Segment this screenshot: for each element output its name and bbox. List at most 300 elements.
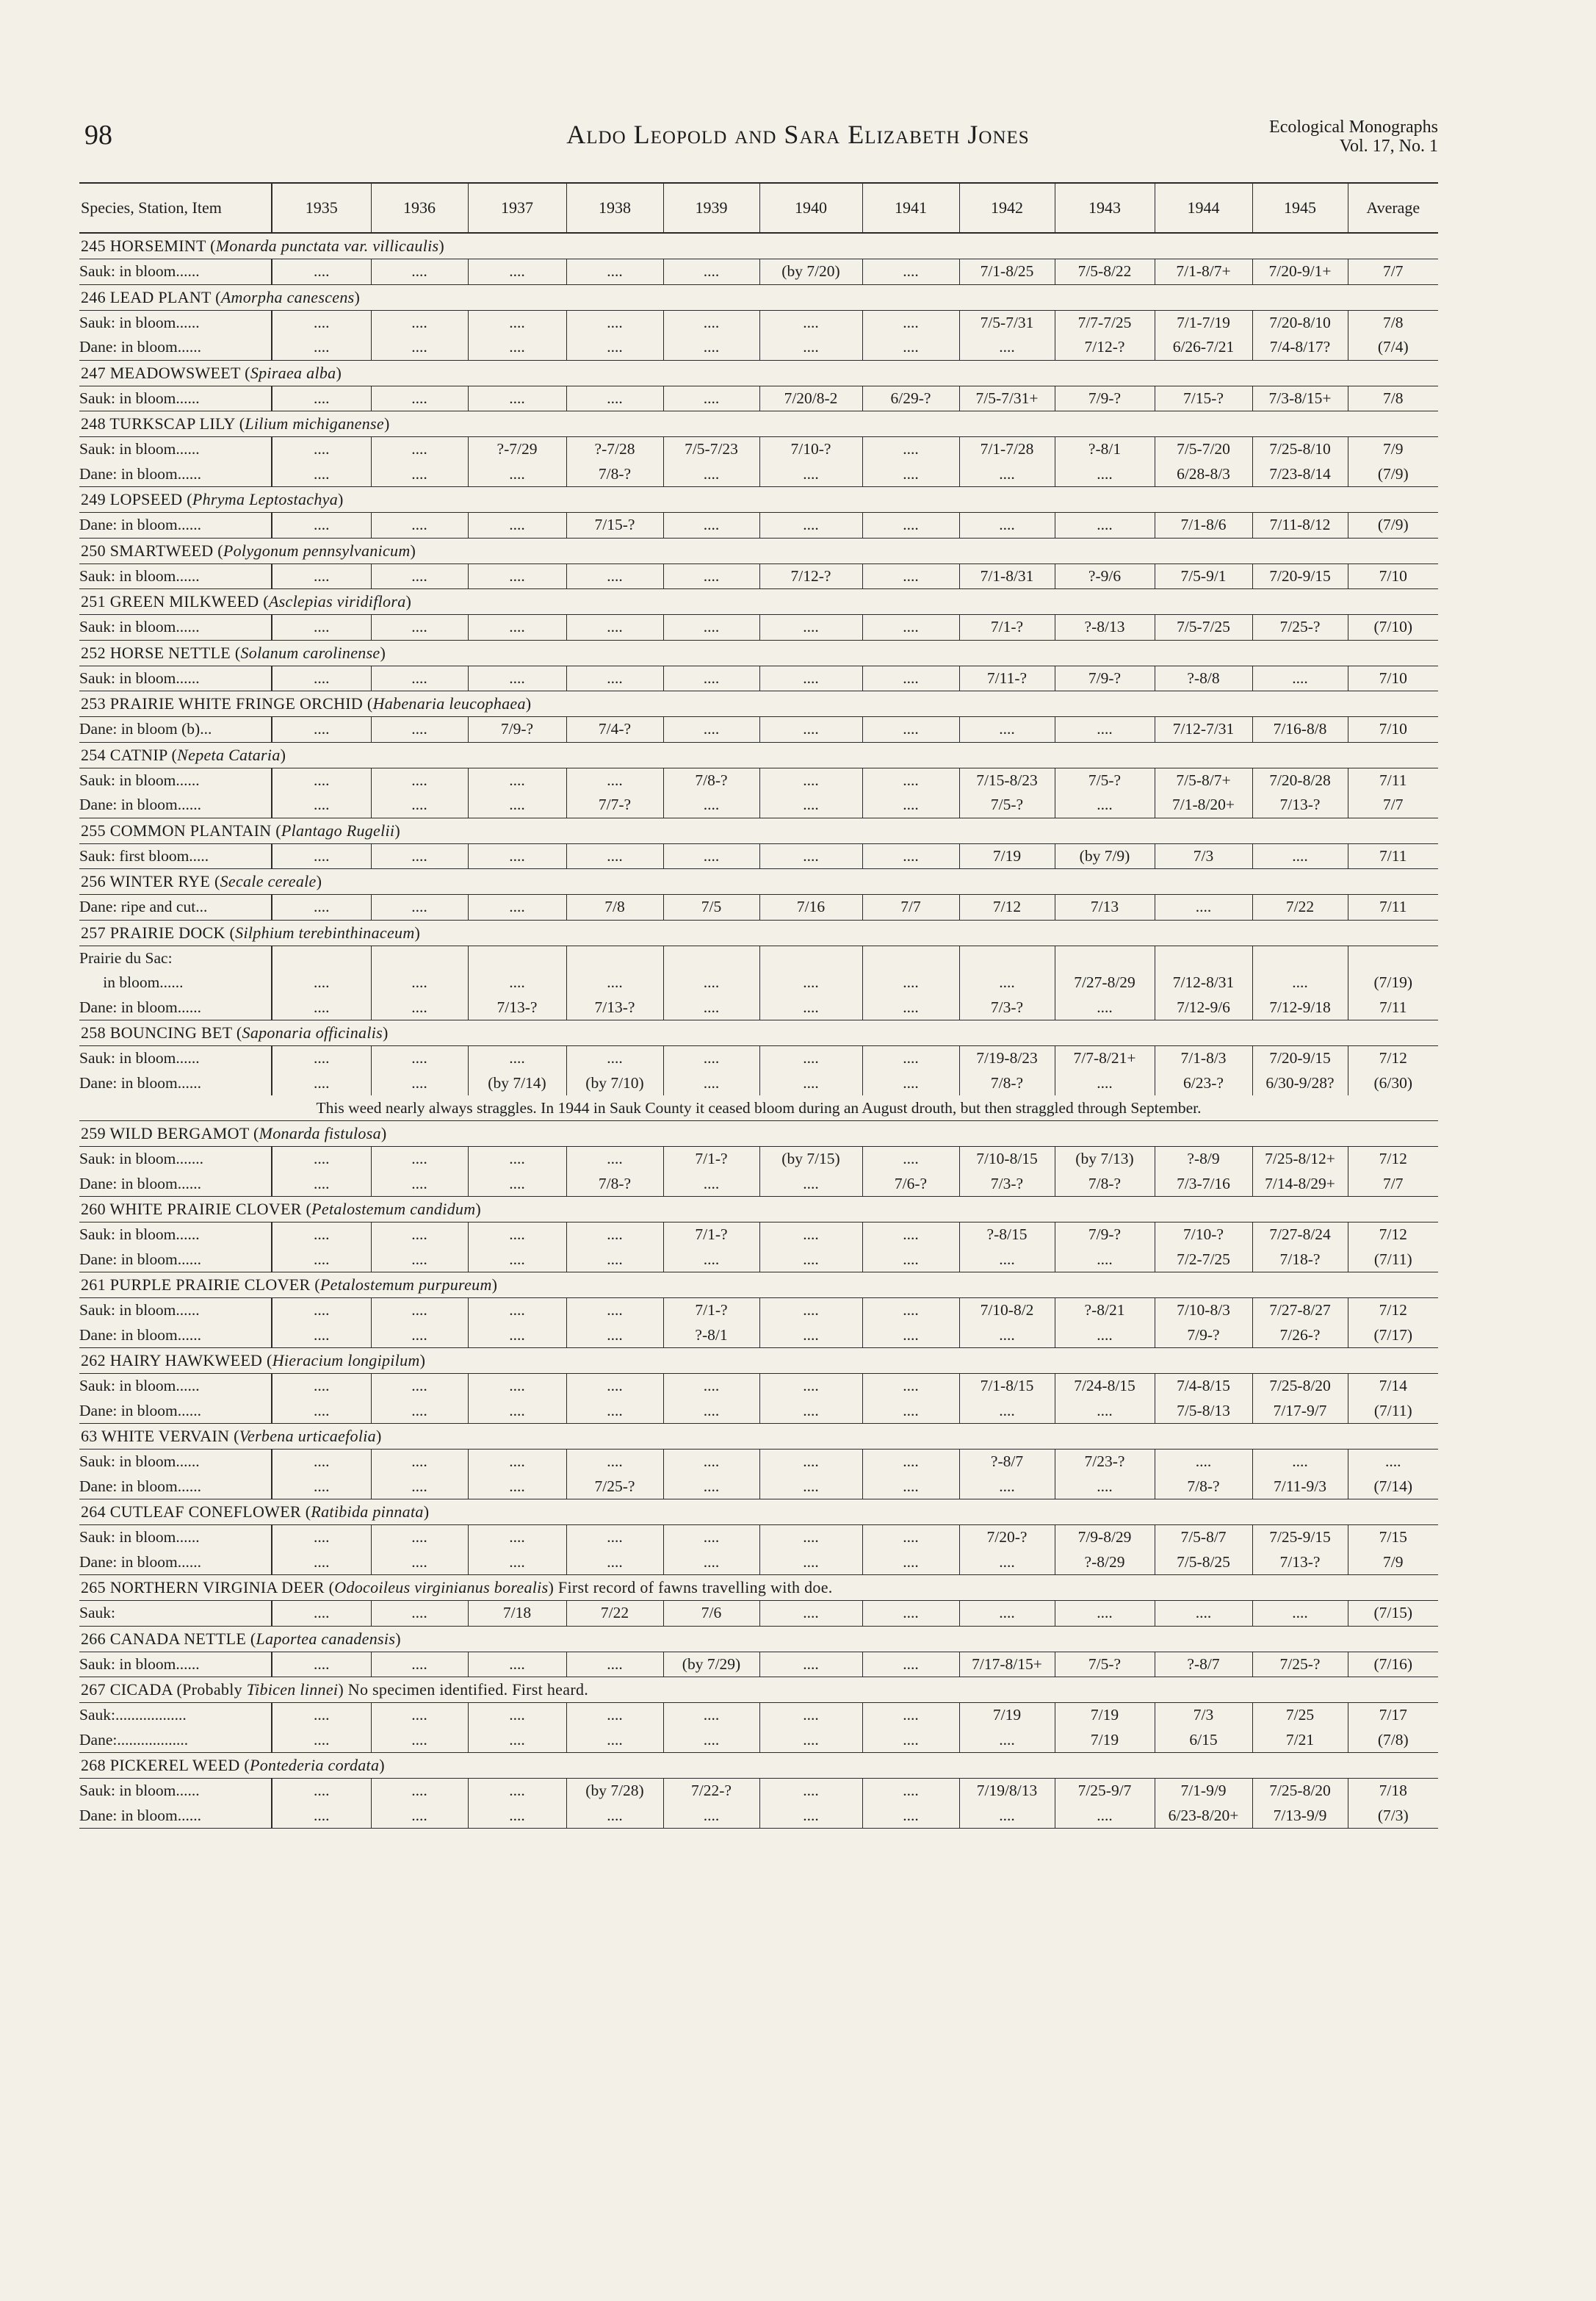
species-common-name: NORTHERN VIRGINIA DEER	[109, 1578, 325, 1596]
date-cell: ....	[468, 1323, 566, 1348]
date-cell	[468, 946, 566, 971]
date-cell: 7/10-?	[1155, 1222, 1252, 1247]
date-cell: ....	[566, 1298, 663, 1323]
date-cell: 7/25-?	[1252, 1652, 1348, 1677]
date-cell: (7/10)	[1348, 615, 1438, 641]
species-remark: First record of fawns travelling with doe.	[557, 1578, 833, 1596]
paren-close: )	[405, 592, 412, 611]
date-cell: 7/4-8/17?	[1252, 335, 1348, 360]
species-row	[79, 360, 1438, 386]
date-cell: ....	[371, 1399, 468, 1424]
species-heading	[79, 538, 1438, 563]
date-cell: ....	[759, 768, 862, 793]
date-cell: ?-8/29	[1055, 1550, 1155, 1575]
date-cell: 7/5-8/7+	[1155, 768, 1252, 793]
paren-open: (	[211, 287, 221, 306]
species-number: 258	[81, 1023, 106, 1042]
date-cell: ....	[759, 1550, 862, 1575]
date-cell: ....	[272, 1071, 371, 1096]
column-header-label: Species, Station, Item	[79, 183, 272, 233]
date-cell: ....	[862, 563, 959, 589]
station-label: Sauk: in bloom......	[79, 566, 200, 585]
date-cell: ....	[1055, 793, 1155, 818]
date-cell: 7/20-8/28	[1252, 768, 1348, 793]
date-cell: ....	[862, 1374, 959, 1399]
date-cell: ....	[566, 768, 663, 793]
date-cell: ....	[468, 1652, 566, 1677]
date-cell: ....	[663, 1525, 759, 1550]
date-cell: ....	[959, 1323, 1055, 1348]
date-cell: ....	[759, 1779, 862, 1804]
date-cell: ....	[862, 768, 959, 793]
date-cell: 7/11	[1348, 843, 1438, 869]
station-label: Sauk:..................	[79, 1706, 187, 1724]
species-common-name: BOUNCING BET	[109, 1023, 233, 1042]
date-cell: ....	[663, 1450, 759, 1474]
paren-open: (	[182, 490, 192, 508]
date-cell: ....	[959, 971, 1055, 995]
species-scientific-name: Petalostemum candidum	[311, 1200, 476, 1218]
paren-open: (	[324, 1578, 335, 1596]
date-cell: ....	[759, 971, 862, 995]
date-cell: ....	[759, 1525, 862, 1550]
table-row	[79, 1450, 1438, 1474]
date-cell: 6/23-8/20+	[1155, 1804, 1252, 1829]
species-number: 253	[81, 694, 106, 713]
species-number: 266	[81, 1629, 106, 1648]
table-row	[79, 1222, 1438, 1247]
date-cell: ....	[468, 462, 566, 487]
date-cell: 7/16	[759, 895, 862, 921]
column-header: 1935	[272, 183, 371, 233]
date-cell	[1055, 946, 1155, 971]
date-cell: 7/1-8/15	[959, 1374, 1055, 1399]
species-heading	[79, 1626, 1438, 1652]
species-number: 250	[81, 541, 106, 560]
date-cell: ....	[272, 1525, 371, 1550]
species-common-name: WINTER RYE	[109, 872, 211, 890]
species-number: 268	[81, 1756, 106, 1774]
paren-open: (	[246, 1629, 256, 1648]
table-row	[79, 1474, 1438, 1499]
date-cell: 7/5-8/13	[1155, 1399, 1252, 1424]
date-cell: ....	[862, 513, 959, 539]
species-number: 247	[81, 363, 106, 382]
date-cell: ....	[468, 1374, 566, 1399]
date-cell: ....	[566, 386, 663, 411]
date-cell	[862, 946, 959, 971]
date-cell: (by 7/9)	[1055, 843, 1155, 869]
species-remark: No specimen identified. First heard.	[347, 1680, 589, 1699]
column-header: 1945	[1252, 183, 1348, 233]
table-row	[79, 335, 1438, 360]
column-header: 1941	[862, 183, 959, 233]
date-cell: 7/8	[1348, 310, 1438, 335]
species-heading	[79, 742, 1438, 768]
paren-open: (	[259, 592, 269, 611]
station-label: Dane: in bloom......	[79, 796, 202, 814]
date-cell: ....	[566, 1374, 663, 1399]
species-row	[79, 1626, 1438, 1652]
date-cell: 7/13-9/9	[1252, 1804, 1348, 1829]
table-row	[79, 1399, 1438, 1424]
paren-open: (	[213, 541, 223, 560]
date-cell: 7/11	[1348, 995, 1438, 1020]
date-cell: ....	[862, 462, 959, 487]
date-cell: ?-7/29	[468, 437, 566, 462]
date-cell: (by 7/13)	[1055, 1147, 1155, 1172]
date-cell: 7/15-?	[1155, 386, 1252, 411]
date-cell: ....	[663, 971, 759, 995]
station-label: Sauk: in bloom......	[79, 1049, 200, 1067]
date-cell: ....	[1055, 462, 1155, 487]
date-cell: 7/17-8/15+	[959, 1652, 1055, 1677]
date-cell: ....	[862, 1147, 959, 1172]
species-row	[79, 284, 1438, 310]
date-cell: 7/17	[1348, 1703, 1438, 1728]
date-cell: ?-7/28	[566, 437, 663, 462]
date-cell: ....	[1155, 895, 1252, 921]
date-cell: ....	[566, 843, 663, 869]
species-row	[79, 742, 1438, 768]
species-number: 262	[81, 1351, 106, 1369]
table-row	[79, 1728, 1438, 1753]
date-cell: ....	[759, 1298, 862, 1323]
date-cell: 7/13-?	[566, 995, 663, 1020]
station-label: Sauk:	[79, 1604, 115, 1622]
paren-close: )	[338, 490, 344, 508]
species-heading	[79, 869, 1438, 895]
date-cell: 7/12-9/18	[1252, 995, 1348, 1020]
date-cell: 7/9-?	[1055, 386, 1155, 411]
date-cell: ....	[959, 1804, 1055, 1829]
species-row	[79, 1575, 1438, 1601]
station-label: Dane: ripe and cut...	[79, 898, 208, 916]
paren-open: (	[262, 1351, 272, 1369]
paren-open: (	[206, 237, 216, 255]
date-cell	[1348, 946, 1438, 971]
date-cell: ....	[959, 1247, 1055, 1272]
date-cell: ....	[663, 513, 759, 539]
date-cell: ....	[862, 310, 959, 335]
paren-close: )	[395, 1629, 401, 1648]
date-cell: 7/6	[663, 1601, 759, 1627]
date-cell: ....	[371, 1728, 468, 1753]
date-cell: 7/11-?	[959, 666, 1055, 691]
species-common-name: SMARTWEED	[109, 541, 214, 560]
date-cell: ....	[371, 1247, 468, 1272]
species-scientific-name: Solanum carolinense	[240, 643, 380, 662]
date-cell: 6/23-?	[1155, 1071, 1252, 1096]
species-number: 245	[81, 237, 106, 255]
date-cell: 7/18-?	[1252, 1247, 1348, 1272]
date-cell: 7/1-8/31	[959, 563, 1055, 589]
date-cell: ....	[468, 1298, 566, 1323]
date-cell: ....	[371, 1703, 468, 1728]
species-number: 260	[81, 1200, 106, 1218]
species-heading	[79, 691, 1438, 717]
date-cell: ....	[663, 462, 759, 487]
date-cell	[1155, 946, 1252, 971]
species-row	[79, 691, 1438, 717]
date-cell: ....	[1055, 1071, 1155, 1096]
date-cell: 7/19-8/23	[959, 1046, 1055, 1071]
date-cell: ....	[468, 335, 566, 360]
date-cell: 7/12	[1348, 1222, 1438, 1247]
date-cell: 7/7	[862, 895, 959, 921]
date-cell: ....	[663, 1374, 759, 1399]
date-cell: ....	[272, 1298, 371, 1323]
station-label: Sauk: in bloom......	[79, 1782, 200, 1800]
date-cell: 7/7	[1348, 259, 1438, 285]
date-cell: ....	[371, 513, 468, 539]
table-row	[79, 386, 1438, 411]
species-common-name: LOPSEED	[109, 490, 183, 508]
date-cell: ....	[566, 615, 663, 641]
journal-info	[1269, 118, 1438, 156]
species-common-name: PRAIRIE WHITE FRINGE ORCHID	[109, 694, 364, 713]
date-cell: ....	[959, 717, 1055, 743]
date-cell: ....	[862, 1071, 959, 1096]
date-cell: ....	[862, 1728, 959, 1753]
date-cell: ?-8/9	[1155, 1147, 1252, 1172]
date-cell: 6/29-?	[862, 386, 959, 411]
date-cell: (7/17)	[1348, 1323, 1438, 1348]
date-cell	[371, 946, 468, 971]
species-row	[79, 920, 1438, 946]
paren-close: )	[525, 694, 532, 713]
date-cell: 7/25-8/12+	[1252, 1147, 1348, 1172]
date-cell: ....	[759, 1450, 862, 1474]
station-label: Dane: in bloom (b)...	[79, 720, 212, 738]
table-row	[79, 1703, 1438, 1728]
date-cell: 7/13-?	[1252, 1550, 1348, 1575]
paren-close: )	[280, 745, 286, 764]
date-cell: 7/8-?	[566, 1172, 663, 1197]
date-cell: ?-8/8	[1155, 666, 1252, 691]
date-cell: ....	[272, 386, 371, 411]
species-heading	[79, 1677, 1438, 1703]
date-cell: 7/23-8/14	[1252, 462, 1348, 487]
date-cell: ....	[468, 1147, 566, 1172]
date-cell: ....	[566, 1804, 663, 1829]
paren-close: )	[438, 237, 445, 255]
date-cell: ....	[272, 1172, 371, 1197]
date-cell	[272, 946, 371, 971]
species-scientific-name: Secale cereale	[220, 872, 317, 890]
table-row	[79, 1247, 1438, 1272]
date-cell: 7/14-8/29+	[1252, 1172, 1348, 1197]
species-row	[79, 1753, 1438, 1779]
date-cell: ....	[663, 386, 759, 411]
date-cell	[959, 946, 1055, 971]
date-cell: ....	[272, 666, 371, 691]
species-heading	[79, 920, 1438, 946]
page-number: 98	[84, 120, 112, 151]
date-cell: 7/4-8/15	[1155, 1374, 1252, 1399]
date-cell: ....	[371, 1474, 468, 1499]
species-common-name: PICKEREL WEED	[109, 1756, 240, 1774]
station-label: Prairie du Sac:	[79, 948, 173, 967]
date-cell: ....	[862, 1323, 959, 1348]
station-label: Dane: in bloom......	[79, 464, 202, 483]
paren-close: )	[475, 1200, 482, 1218]
species-heading	[79, 640, 1438, 666]
date-cell: ....	[663, 1703, 759, 1728]
date-cell: ....	[371, 793, 468, 818]
date-cell: ....	[759, 1728, 862, 1753]
date-cell: ?-8/7	[1155, 1652, 1252, 1677]
date-cell: 7/9-8/29	[1055, 1525, 1155, 1550]
species-scientific-name: Saponaria officinalis	[242, 1023, 383, 1042]
date-cell: ....	[468, 1779, 566, 1804]
date-cell: ....	[1055, 995, 1155, 1020]
date-cell: ....	[759, 1804, 862, 1829]
date-cell: ....	[371, 843, 468, 869]
table-row	[79, 1323, 1438, 1348]
phenology-table	[79, 182, 1438, 1829]
date-cell: 7/8	[566, 895, 663, 921]
date-cell: 7/12	[1348, 1298, 1438, 1323]
column-header: 1942	[959, 183, 1055, 233]
date-cell: ....	[663, 1399, 759, 1424]
station-label: Dane: in bloom......	[79, 1401, 202, 1419]
date-cell: ....	[862, 437, 959, 462]
date-cell: 7/20/8-2	[759, 386, 862, 411]
date-cell: 7/1-8/25	[959, 259, 1055, 285]
date-cell: ....	[566, 1046, 663, 1071]
date-cell: ....	[272, 259, 371, 285]
station-label: Sauk: in bloom......	[79, 262, 200, 281]
paren-close: )	[394, 821, 400, 840]
date-cell: 7/5-7/23	[663, 437, 759, 462]
date-cell: 7/12-7/31	[1155, 717, 1252, 743]
date-cell: 7/27-8/27	[1252, 1298, 1348, 1323]
date-cell: 6/30-9/28?	[1252, 1071, 1348, 1096]
date-cell: 7/3	[1155, 843, 1252, 869]
date-cell: ....	[468, 895, 566, 921]
species-number: 246	[81, 287, 106, 306]
paren-close: )	[410, 541, 416, 560]
date-cell: ....	[759, 666, 862, 691]
date-cell: ....	[468, 1804, 566, 1829]
date-cell: ....	[663, 995, 759, 1020]
species-common-name: CICADA	[109, 1680, 173, 1699]
date-cell: 7/25-8/20	[1252, 1374, 1348, 1399]
date-cell: ....	[663, 1474, 759, 1499]
paren-close: )	[336, 363, 342, 382]
species-row	[79, 538, 1438, 563]
table-row	[79, 615, 1438, 641]
species-number: 267	[81, 1680, 106, 1699]
date-cell: 7/26-?	[1252, 1323, 1348, 1348]
station-label: Sauk: in bloom......	[79, 618, 200, 636]
date-cell: (7/4)	[1348, 335, 1438, 360]
station-label: Dane: in bloom......	[79, 338, 202, 356]
date-cell: ....	[759, 1652, 862, 1677]
station-label: Sauk: in bloom.......	[79, 1150, 204, 1168]
date-cell: ....	[371, 1298, 468, 1323]
date-cell: 7/20-8/10	[1252, 310, 1348, 335]
date-cell: (7/9)	[1348, 462, 1438, 487]
species-scientific-name: Habenaria leucophaea	[372, 694, 526, 713]
species-heading	[79, 233, 1438, 259]
species-common-name: LEAD PLANT	[109, 287, 212, 306]
date-cell: ....	[862, 1703, 959, 1728]
date-cell: ....	[759, 1399, 862, 1424]
date-cell: ....	[759, 310, 862, 335]
date-cell: ....	[272, 1222, 371, 1247]
species-heading	[79, 1121, 1438, 1147]
paren-open: (	[301, 1200, 312, 1218]
table-row	[79, 259, 1438, 285]
date-cell: 7/9-?	[1055, 1222, 1155, 1247]
station-label: Sauk: in bloom......	[79, 1301, 200, 1319]
date-cell: ....	[566, 1525, 663, 1550]
date-cell: ....	[1055, 1601, 1155, 1627]
paren-open: (	[249, 1124, 259, 1142]
date-cell: 7/5-7/31	[959, 310, 1055, 335]
date-cell: ....	[759, 1172, 862, 1197]
date-cell: ....	[1252, 1450, 1348, 1474]
date-cell: ....	[371, 437, 468, 462]
table-row	[79, 843, 1438, 869]
date-cell: ....	[959, 1601, 1055, 1627]
station-label: Dane: in bloom......	[79, 1804, 272, 1829]
species-common-name: COMMON PLANTAIN	[109, 821, 272, 840]
station-label: Dane:..................	[79, 1730, 189, 1749]
species-scientific-name: Phryma Leptostachya	[192, 490, 338, 508]
date-cell: 7/12-?	[759, 563, 862, 589]
date-cell: 7/1-?	[663, 1222, 759, 1247]
date-cell: 7/1-9/9	[1155, 1779, 1252, 1804]
date-cell: ....	[371, 335, 468, 360]
date-cell: ....	[468, 1399, 566, 1424]
paren-open: (	[225, 923, 236, 942]
species-scientific-name: Silphium terebinthinaceum	[235, 923, 415, 942]
station-label: Sauk: in bloom......	[79, 669, 200, 687]
station-label: Dane: in bloom......	[79, 1325, 202, 1344]
date-cell: 7/19	[1055, 1728, 1155, 1753]
date-cell: ....	[862, 1222, 959, 1247]
column-header: 1939	[663, 183, 759, 233]
date-cell: ....	[272, 895, 371, 921]
date-cell: 7/7	[1348, 793, 1438, 818]
date-cell: ....	[468, 615, 566, 641]
date-cell: 7/5-8/22	[1055, 259, 1155, 285]
journal-volume: Vol. 17, No. 1	[1339, 137, 1438, 156]
date-cell: 7/1-?	[959, 615, 1055, 641]
station-label: Sauk: in bloom......	[79, 771, 200, 789]
species-number: 255	[81, 821, 106, 840]
date-cell: ....	[468, 768, 566, 793]
date-cell: ....	[272, 1147, 371, 1172]
date-cell: ....	[566, 1147, 663, 1172]
species-scientific-name: Pontederia cordata	[249, 1756, 380, 1774]
date-cell: 6/26-7/21	[1155, 335, 1252, 360]
species-row	[79, 411, 1438, 437]
date-cell: 7/5	[663, 895, 759, 921]
date-cell: ....	[862, 793, 959, 818]
date-cell: 7/18	[468, 1601, 566, 1627]
date-cell: ....	[1055, 1804, 1155, 1829]
date-cell: (by 7/29)	[663, 1652, 759, 1677]
date-cell: ....	[1055, 717, 1155, 743]
note-row	[79, 1095, 1438, 1121]
date-cell: 7/7-7/25	[1055, 310, 1155, 335]
date-cell: ?-9/6	[1055, 563, 1155, 589]
table-row	[79, 1652, 1438, 1677]
